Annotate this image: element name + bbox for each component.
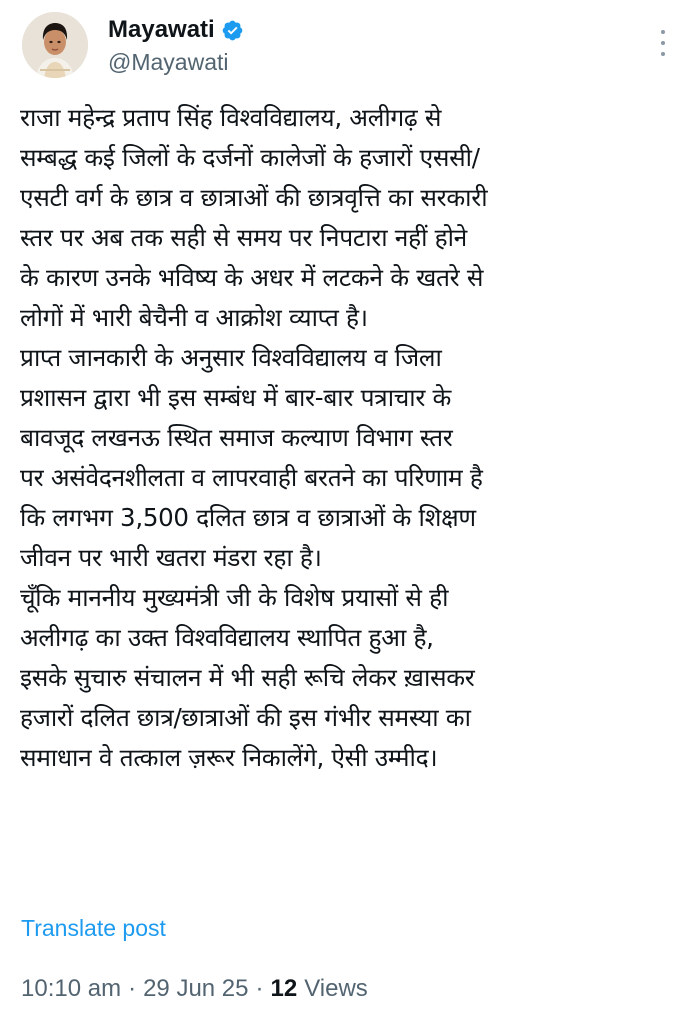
text-line: हजारों दलित छात्र/छात्राओं की इस गंभीर समस्या का bbox=[20, 703, 471, 732]
post-time[interactable]: 10:10 am bbox=[21, 975, 122, 1002]
views-count[interactable]: 12 bbox=[270, 975, 298, 1002]
post-paragraph bbox=[20, 98, 688, 338]
text-line: पर असंवेदनशीलता व लापरवाही बरतने का परिणाम है bbox=[20, 463, 483, 492]
translate-post-link[interactable]: Translate post bbox=[21, 915, 166, 941]
more-vertical-icon[interactable] bbox=[659, 30, 667, 56]
meta-separator: · bbox=[255, 975, 264, 1002]
more-dot bbox=[661, 52, 665, 56]
text-line: जीवन पर भारी खतरा मंडरा रहा है। bbox=[20, 543, 322, 572]
text-line: लोगों में भारी बेचैनी व आक्रोश व्याप्त है। bbox=[20, 303, 368, 332]
display-name[interactable]: Mayawati bbox=[108, 16, 215, 43]
display-name-row bbox=[108, 15, 244, 45]
post-date[interactable]: 29 Jun 25 bbox=[143, 975, 249, 1002]
post-header bbox=[22, 12, 244, 78]
text-line: चूँकि माननीय मुख्यमंत्री जी के विशेष प्रयासों से ही bbox=[20, 583, 449, 612]
text-line: अलीगढ़ का उक्त विश्वविद्यालय स्थापित हुआ है, bbox=[20, 623, 434, 652]
text-line: समाधान वे तत्काल ज़रूर निकालेंगे, ऐसी उम्मीद। bbox=[20, 743, 438, 772]
text-line: सम्बद्ध कई जिलों के दर्जनों कालेजों के हजारों एससी/ bbox=[20, 143, 480, 172]
text-line: के कारण उनके भविष्य के अधर में लटकने के खतरे से bbox=[20, 263, 484, 292]
post-paragraph bbox=[20, 338, 688, 578]
text-line: राजा महेन्द्र प्रताप सिंह विश्वविद्यालय, अलीगढ़ से bbox=[20, 103, 442, 132]
author-names bbox=[108, 12, 244, 77]
text-line: प्राप्त जानकारी के अनुसार विश्वविद्यालय व जिला bbox=[20, 343, 442, 372]
verified-badge-icon bbox=[221, 19, 244, 42]
text-line: इसके सुचारु संचालन में भी सही रूचि लेकर ख़ासकर bbox=[20, 663, 475, 692]
text-line: स्तर पर अब तक सही से समय पर निपटारा नहीं होने bbox=[20, 223, 467, 252]
post-paragraph bbox=[20, 578, 688, 778]
text-line: कि लगभग 3,500 दलित छात्र व छात्राओं के शिक्षण bbox=[20, 503, 476, 532]
handle[interactable]: @Mayawati bbox=[108, 49, 229, 75]
avatar[interactable] bbox=[22, 12, 88, 78]
more-dot bbox=[661, 41, 665, 45]
text-line: बावजूद लखनऊ स्थित समाज कल्याण विभाग स्तर bbox=[20, 423, 453, 452]
more-dot bbox=[661, 30, 665, 34]
text-line: एसटी वर्ग के छात्र व छात्राओं की छात्रवृत्ति का सरकारी bbox=[20, 183, 488, 212]
post-meta bbox=[21, 973, 368, 1005]
avatar-image bbox=[22, 12, 88, 78]
text-line: प्रशासन द्वारा भी इस सम्बंध में बार-बार पत्राचार के bbox=[20, 383, 452, 412]
post-text bbox=[20, 98, 688, 778]
meta-separator: · bbox=[128, 975, 137, 1002]
views-label: Views bbox=[304, 975, 368, 1002]
